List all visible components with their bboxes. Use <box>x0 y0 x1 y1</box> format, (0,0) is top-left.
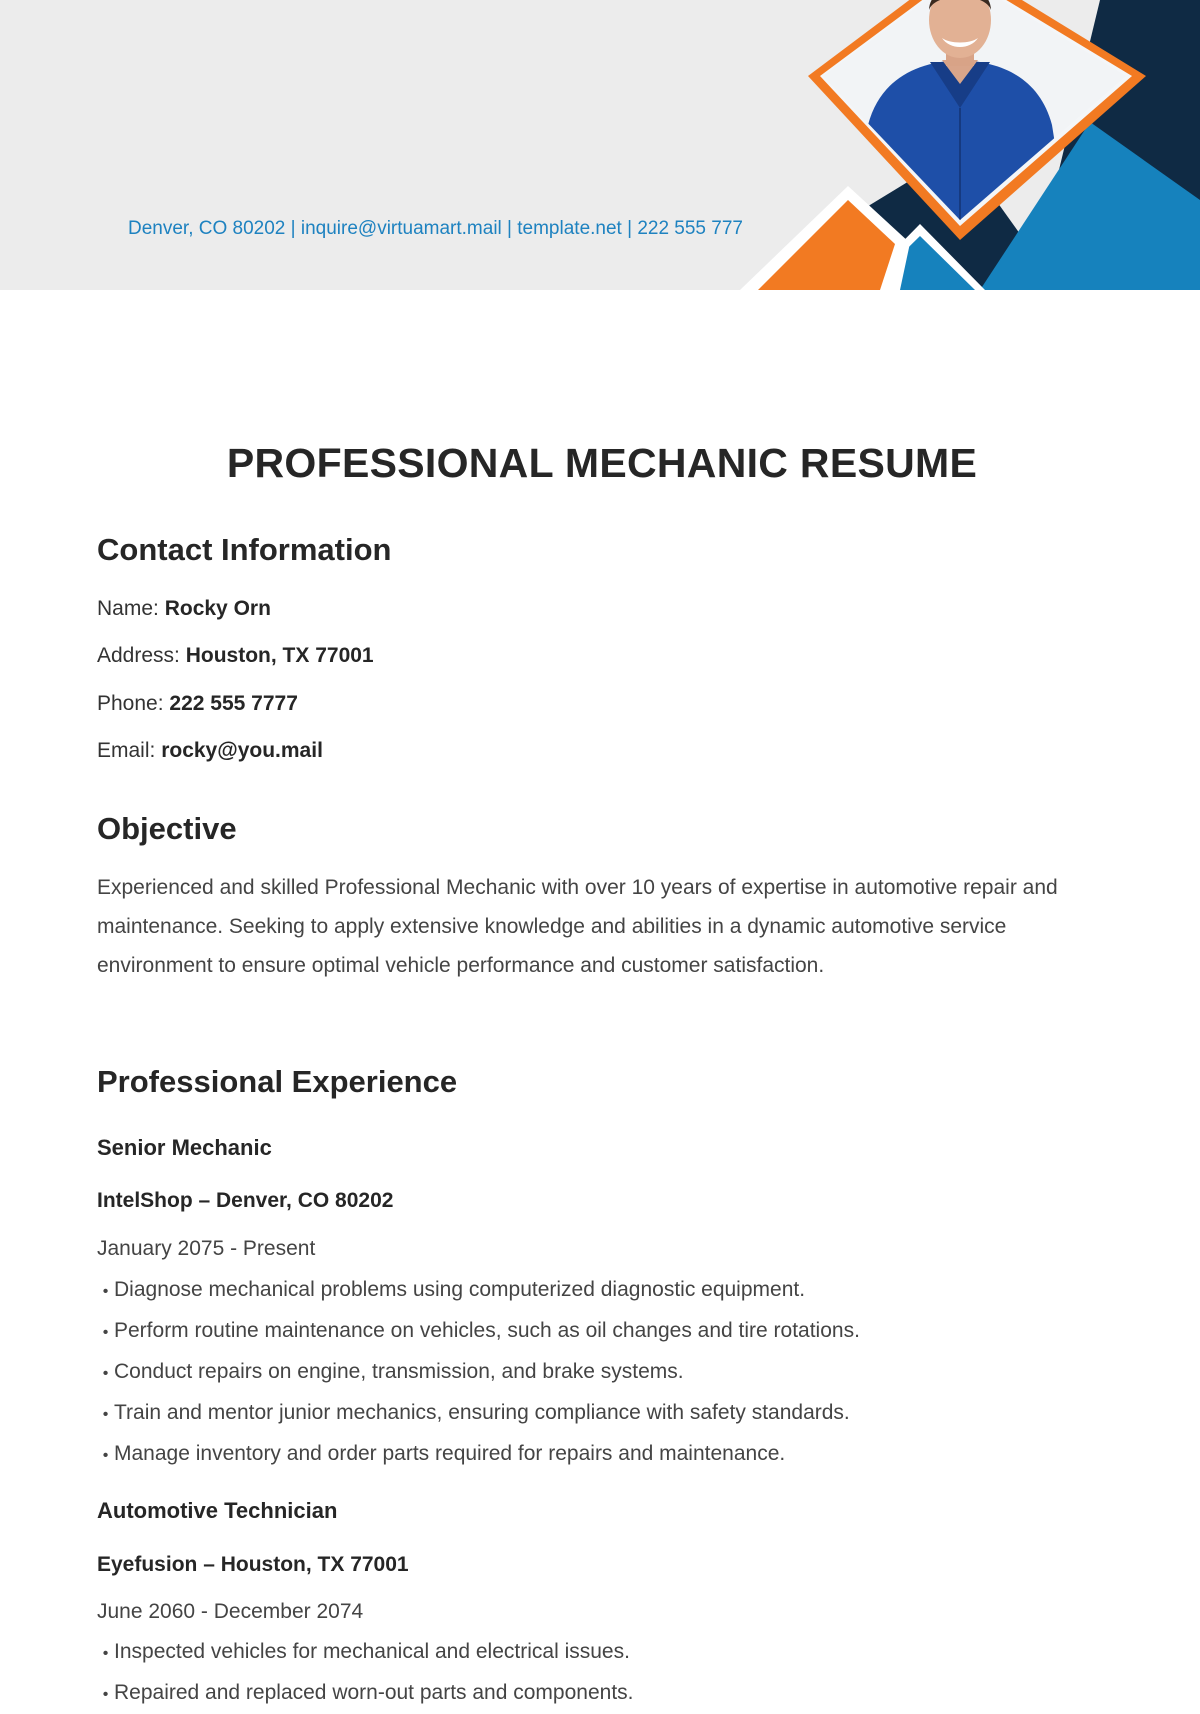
header-banner <box>0 0 1200 290</box>
contact-email-value: rocky@you.mail <box>161 739 323 762</box>
contact-email-row <box>97 739 323 763</box>
job-bullet: • Inspected vehicles for mechanical and electrical issues. <box>97 1632 633 1673</box>
job-dates: June 2060 - December 2074 <box>97 1600 364 1623</box>
objective-paragraph: Experienced and skilled Professional Mechanic with over 10 years of expertise in automotive repair and maintenance. Seeking to apply extensive knowledge and abilities in a dynamic automotive service environment to ensure optimal vehicle performance and customer satisfaction. <box>97 876 1058 977</box>
job-bullet: • Train and mentor junior mechanics, ensuring compliance with safety standards. <box>97 1393 860 1434</box>
contact-phone-label: Phone: <box>97 692 164 715</box>
experience-heading: Professional Experience <box>97 1064 458 1099</box>
contact-name-value: Rocky Orn <box>164 597 271 620</box>
page-title: PROFESSIONAL MECHANIC RESUME <box>226 440 978 486</box>
contact-name-row <box>97 597 271 621</box>
job-title: Automotive Technician <box>97 1498 338 1523</box>
contact-address-row <box>97 644 374 668</box>
job-bullets <box>97 1270 860 1475</box>
contact-address-label: Address: <box>97 644 180 667</box>
job-bullet: • Conduct repairs on engine, transmission, and brake systems. <box>97 1352 860 1393</box>
job-bullet: • Manage inventory and order parts required for repairs and maintenance. <box>97 1434 860 1475</box>
contact-email-label: Email: <box>97 739 156 762</box>
header-decoration <box>0 0 1200 290</box>
contact-phone-row <box>97 692 298 716</box>
job-title: Senior Mechanic <box>97 1135 272 1160</box>
job-bullet: • Repaired and replaced worn-out parts and components. <box>97 1673 633 1714</box>
contact-name-label: Name: <box>97 597 159 620</box>
job-company: Eyefusion – Houston, TX 77001 <box>97 1553 409 1576</box>
contact-phone-value: 222 555 7777 <box>169 692 298 715</box>
contact-heading: Contact Information <box>97 532 392 567</box>
job-company: IntelShop – Denver, CO 80202 <box>97 1189 394 1212</box>
contact-address-value: Houston, TX 77001 <box>185 644 374 667</box>
job-bullets <box>97 1632 633 1714</box>
job-bullet: • Diagnose mechanical problems using computerized diagnostic equipment. <box>97 1270 860 1311</box>
objective-heading: Objective <box>97 811 237 846</box>
header-contact-line: Denver, CO 80202 | inquire@virtuamart.mail | template.net | 222 555 777 <box>128 218 743 239</box>
job-dates: January 2075 - Present <box>97 1237 316 1260</box>
job-bullet: • Perform routine maintenance on vehicles, such as oil changes and tire rotations. <box>97 1311 860 1352</box>
